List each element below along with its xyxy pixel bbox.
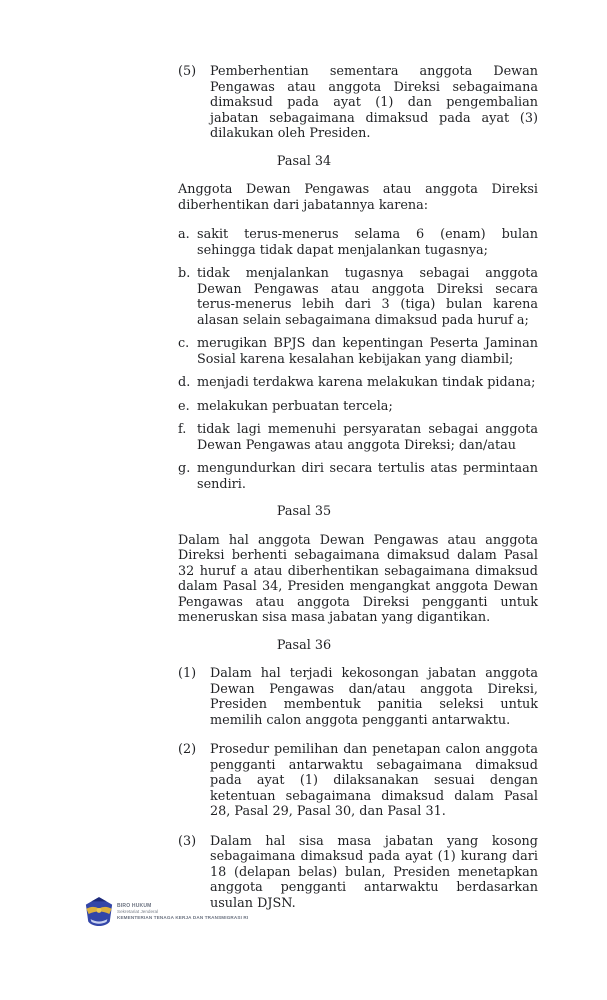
pasal-34-item-g: [178, 461, 538, 492]
item-letter: d.: [178, 375, 191, 390]
item-letter: c.: [178, 336, 190, 351]
item-text: merugikan BPJS dan kepentingan Peserta Jaminan Sosial karena kesalahan kebijakan yang diambil;: [197, 336, 538, 367]
ayat-5-text: Pemberhentian sementara anggota Dewan Pengawas atau anggota Direksi sebagaimana dimaksud pada ayat (1) dan pengembalian jabatan sebagaimana dimaksud pada ayat (3) dilakukan oleh Presiden.: [210, 64, 538, 141]
pasal-34-item-b: [178, 266, 538, 328]
ayat-number: (2): [178, 742, 197, 757]
ayat-text: Dalam hal terjadi kekosongan jabatan anggota Dewan Pengawas dan/atau anggota Direksi, Presiden membentuk panitia seleksi untuk memilih calon anggota pengganti antarwaktu.: [210, 666, 538, 728]
ayat-5-item: [178, 64, 538, 142]
pasal-36-ayat-2: [178, 742, 538, 820]
pasal-35-heading: Pasal 35: [276, 504, 332, 519]
ayat-5-number: (5): [178, 64, 197, 79]
item-text: tidak lagi memenuhi persyaratan sebagai anggota Dewan Pengawas atau anggota Direksi; dan/atau: [197, 422, 538, 453]
pasal-36-heading: Pasal 36: [276, 637, 332, 653]
ayat-number: (1): [178, 666, 197, 681]
item-letter: f.: [178, 422, 187, 437]
document-body: [178, 64, 538, 925]
footer-org-unit: Sekretariat Jenderal: [117, 909, 159, 914]
ayat-number: (3): [178, 833, 197, 849]
pasal-35-body: Dalam hal anggota Dewan Pengawas atau anggota Direksi berhenti sebagaimana dimaksud dalam Pasal 32 huruf a atau diberhentikan sebagaimana dimaksud dalam Pasal 34, Presiden mengangkat anggota Dewan Pengawas atau anggota Direksi pengganti untuk meneruskan sisa masa jabatan yang digantikan.: [178, 532, 538, 625]
item-letter: g.: [178, 461, 191, 476]
item-text: mengundurkan diri secara tertulis atas permintaan sendiri.: [197, 461, 538, 492]
pasal-34-intro: Anggota Dewan Pengawas atau anggota Direksi diberhentikan dari jabatannya karena:: [178, 182, 538, 213]
pasal-34-heading: Pasal 34: [276, 153, 332, 169]
pasal-34-item-f: [178, 422, 538, 453]
item-text: menjadi terdakwa karena melakukan tindak pidana;: [197, 375, 536, 390]
pasal-36-ayat-1: [178, 666, 538, 728]
kemnakertrans-emblem-icon: [84, 896, 114, 930]
ayat-text: Dalam hal sisa masa jabatan yang kosong sebagaimana dimaksud pada ayat (1) kurang dari 18 (delapan belas) bulan, Presiden menetapkan anggota pengganti antarwaktu berdasarkan usulan DJSN.: [210, 833, 538, 911]
footer-org-ministry: KEMENTERIAN TENAGA KERJA DAN TRANSMIGRASI RI: [117, 915, 249, 920]
ayat-text: Prosedur pemilihan dan penetapan calon anggota pengganti antarwaktu sebagaimana dimaksud pada ayat (1) dilaksanakan sesuai dengan ketentuan sebagaimana dimaksud dalam Pasal 28, Pasal 29, Pasal 30, dan Pasal 31.: [210, 742, 538, 819]
item-letter: e.: [178, 398, 190, 414]
pasal-34-item-d: [178, 375, 538, 391]
item-text: melakukan perbuatan tercela;: [197, 398, 393, 414]
pasal-34-item-a: [178, 227, 538, 258]
pasal-34-item-e: [178, 399, 538, 415]
footer-org-text: [117, 896, 248, 921]
item-letter: a.: [178, 227, 190, 242]
item-text: tidak menjalankan tugasnya sebagai anggota Dewan Pengawas atau anggota Direksi secara terus-menerus lebih dari 3 (tiga) bulan karena alasan selain sebagaimana dimaksud pada huruf a;: [197, 266, 538, 328]
item-letter: b.: [178, 266, 191, 281]
footer-stamp: [84, 896, 248, 930]
pasal-34-item-c: [178, 336, 538, 367]
footer-org-name: BIRO HUKUM: [117, 903, 152, 909]
item-text: sakit terus-menerus selama 6 (enam) bulan sehingga tidak dapat menjalankan tugasnya;: [197, 227, 538, 258]
